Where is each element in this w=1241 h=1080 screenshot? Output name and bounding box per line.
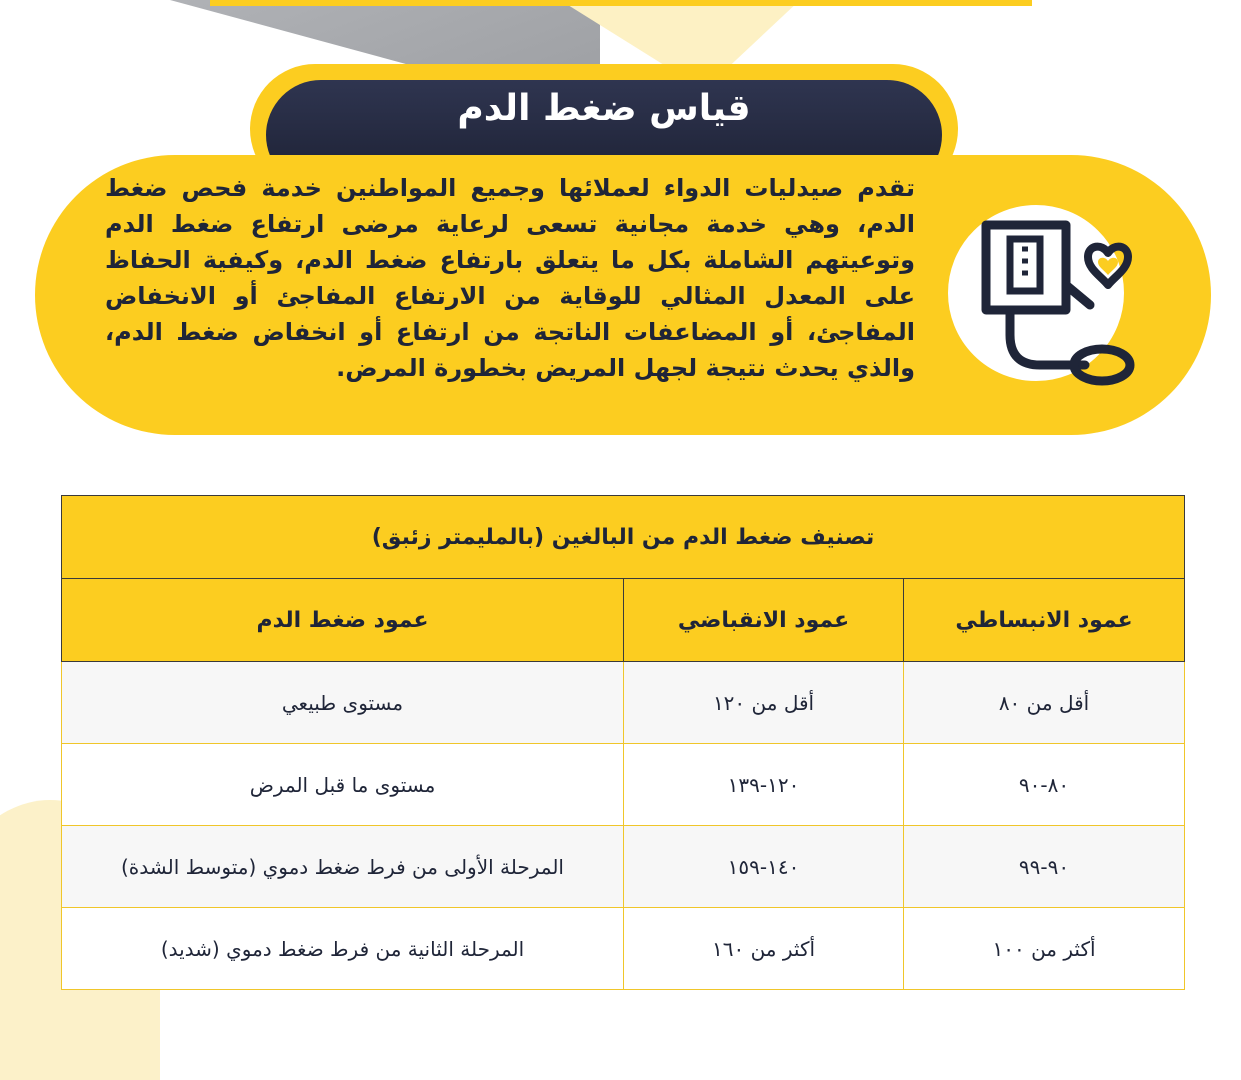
table-cell: أكثر من ١٦٠	[624, 908, 904, 990]
table-cell: أقل من ١٢٠	[624, 662, 904, 744]
blood-pressure-table	[61, 495, 1184, 990]
table-cell: ١٢٠-١٣٩	[624, 744, 904, 826]
column-header-diastolic: عمود الانبساطي	[904, 579, 1185, 662]
column-header-blood-pressure: عمود ضغط الدم	[62, 579, 624, 662]
table-cell: أقل من ٨٠	[904, 662, 1185, 744]
table-cell: المرحلة الثانية من فرط ضغط دموي (شديد)	[62, 908, 624, 990]
table-cell: مستوى طبيعي	[62, 662, 624, 744]
table-cell: ٨٠-٩٠	[904, 744, 1185, 826]
table-row	[62, 826, 1185, 908]
table-cell: ٩٠-٩٩	[904, 826, 1185, 908]
table-row	[62, 662, 1185, 744]
table-cell: مستوى ما قبل المرض	[62, 744, 624, 826]
table-cell: المرحلة الأولى من فرط ضغط دموي (متوسط الشدة)	[62, 826, 624, 908]
table-cell: أكثر من ١٠٠	[904, 908, 1185, 990]
service-description: تقدم صيدليات الدواء لعملائها وجميع المواطنين خدمة فحص ضغط الدم، وهي خدمة مجانية تسعى لرعاية مرضى ارتفاع ضغط الدم وتوعيتهم الشاملة بكل ما يتعلق بارتفاع ضغط الدم، وكيفية الحفاظ على المعدل المثالي للوقاية من الارتفاع المفاجئ أو الانخفاض المفاجئ، أو المضاعفات الناتجة من ارتفاع أو انخفاض ضغط الدم، والذي يحدث نتيجة لجهل المريض بخطورة المرض.	[105, 174, 915, 382]
table-caption: تصنيف ضغط الدم من البالغين (بالمليمتر زئبق)	[62, 496, 1185, 579]
table-row	[62, 908, 1185, 990]
table-row	[62, 744, 1185, 826]
page-title: قياس ضغط الدم	[457, 88, 751, 129]
table-cell: ١٤٠-١٥٩	[624, 826, 904, 908]
decorative-gray-shape	[170, 0, 600, 70]
blood-pressure-monitor-icon	[970, 215, 1150, 395]
column-header-systolic: عمود الانقباضي	[624, 579, 904, 662]
decorative-top-bar	[210, 0, 1032, 6]
